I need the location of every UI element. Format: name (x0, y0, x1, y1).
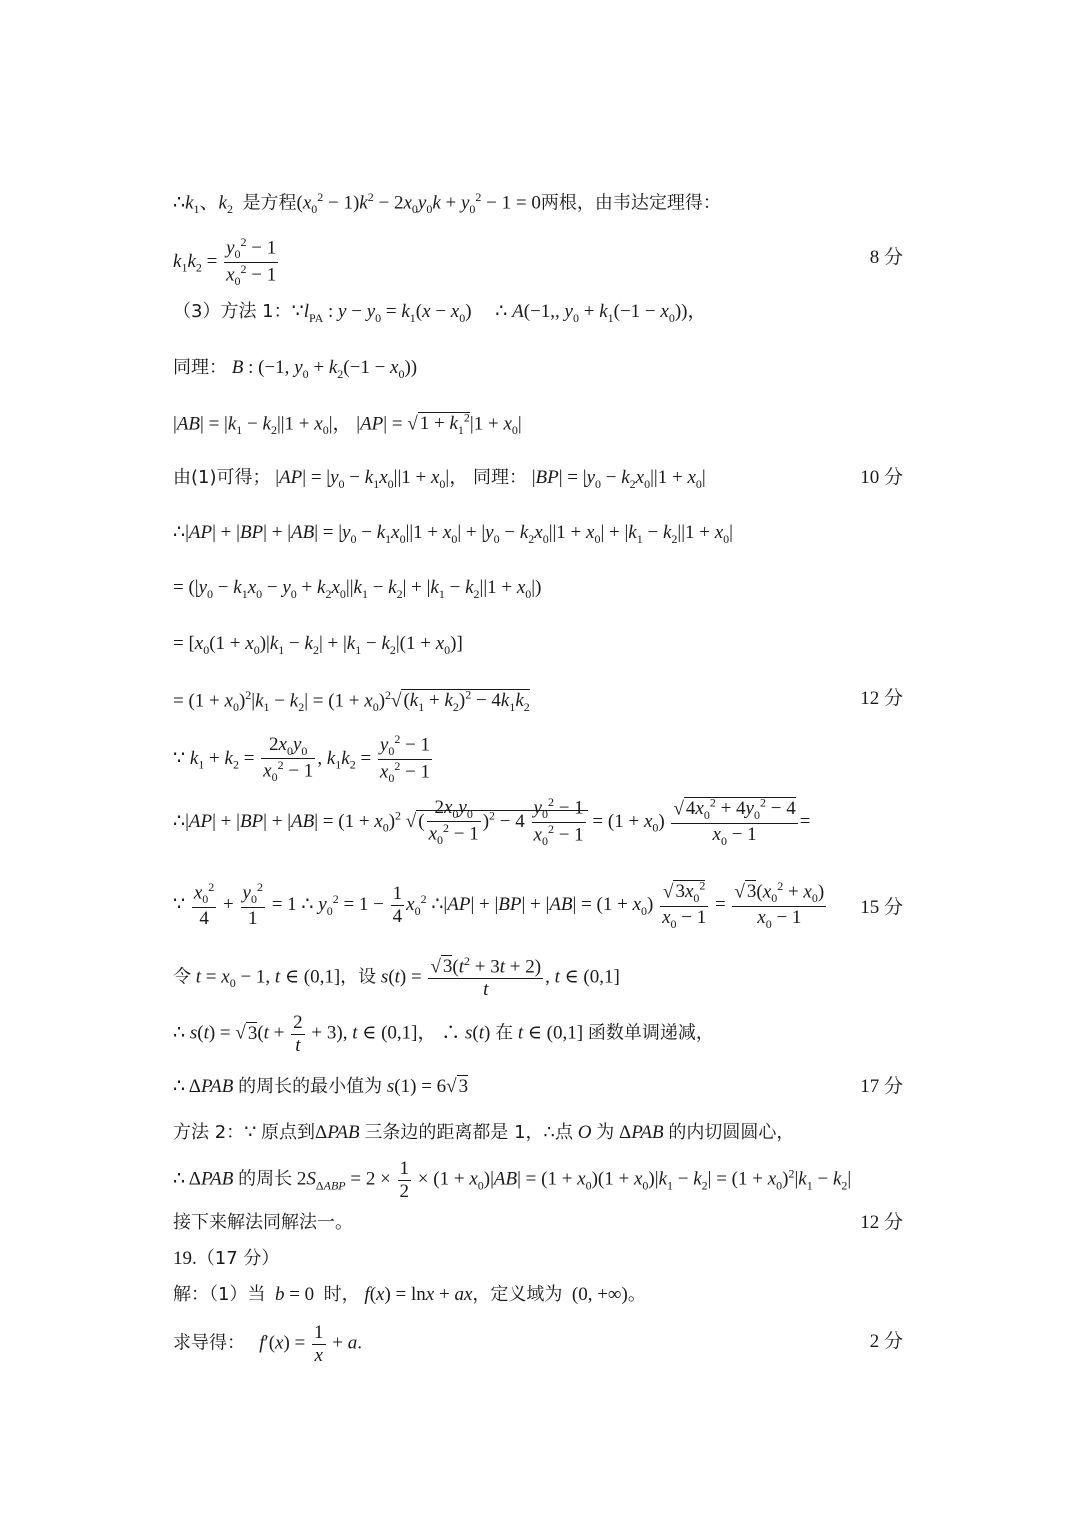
line-text: 同理： B : (−1, $y_0 + k_2(-1 - x_0)$) (173, 357, 418, 381)
score-label: 12 分 (860, 688, 903, 709)
line-text: ∵ $k_1 + k_2$ = $\frac{2x_0y_0}{x_0^2 - 1}$ , $k_1k_2$ = $\frac{y_0^2 - 1}{x_0^2 - 1}$ (173, 732, 431, 786)
score-label: 17 分 (860, 1076, 903, 1097)
line-text: ∴|AP| + $|BP| + |AB| = |y_0 - k_1x_0||1 + x_0| + |y_0 - k_2x_0||1 + x_0| + |k_1 - k_2||1 + x_0|$ (173, 522, 733, 546)
line-text: ∴ ΔPAB 的周长的最小值为 s(1) = 6√ 3 (173, 1076, 469, 1097)
score-label: 15 分 (860, 897, 903, 918)
line-text: ∵ $\frac{x_0^2}{4}$ + $\frac{y_0^2}{1}$ = 1 ∴ $y_0^2 = 1$ − $\frac{1}{4}$ $x_0^2$ ∴|AP| + $|BP| + |AB| = (1 + x_0)$ $\frac{√ 3x_0^2}{x_0 - 1}$ = $\frac{√ 3(x_0^2 + x_0)}{x_0 - 1}$ (173, 879, 825, 931)
line-text: $k_1k_2$ = $\frac{y_0^2 - 1}{x_0^2 - 1}$ (173, 235, 277, 289)
line-text: 令 $t = x_0 - 1$, t ∈ (0,1]，设 s(t) = $\frac{√ 3(t^2 + 3t + 2)}{t}$ , t ∈ (0,1] (173, 954, 620, 1001)
line-text: ∴|AP| + $|BP| + |AB| = (1 + x_0)^2$ √ ( $\frac{2x_0y_0}{x_0^2 - 1}$ )$^2$ − 4 $\frac{y_0^2 - 1}{x_0^2 - 1}$ = $(1 + x_0)$ $\frac{√ 4x_0^2 + 4y_0^2 - 4}{x_0 - 1}$ = (173, 795, 811, 849)
line-text: （3）方法 1：$\because l_{PA}$ : $y - y_0 = k_1(x - x_0)$ ∴ A(−1,, $y_0 + k_1(-1 - x_0)$)， (173, 301, 707, 325)
line-text: $\therefore k_1$、$k_2$ 是方程$(x_0^2 - 1)k^2 - 2x_0y_0k + y_0^2 - 1 = 0$两根，由韦达定理得： (173, 190, 721, 217)
line-text: ∴ ΔPAB 的周长 $2S_{\Delta ABP} = 2$ × $\frac{1}{2}$ × $(1 + x_0)|AB| = (1 + x_0)(1 + x_0)|k_1 - k_2| = (1 + x_0)^2|k_1 - k_2|$ (173, 1158, 852, 1202)
line-text: $|AB| = |k_1 - k_2||1 + x_0|$， |AP| = √ $1 + k_1^2|1 + x_0|$ (173, 411, 522, 438)
score-label: 12 分 (860, 1212, 903, 1233)
line-text: 解：（1）当 b = 0 时， f(x) = lnx + ax，定义域为 (0, +∞)。 (173, 1284, 646, 1305)
line-text: ∴ s(t) = √ 3(t + $\frac{2}{t}$ + 3), t ∈ (0,1]， ∴ s(t) 在 t ∈ (0,1] 函数单调递减， (173, 1012, 714, 1056)
line-text: 接下来解法同解法一。 (173, 1212, 353, 1233)
score-label: 2 分 (869, 1331, 903, 1352)
line-text: = $[x_0(1 + x_0)|k_1 - k_2| + |k_1 - k_2|(1 + x_0)]$ (173, 633, 463, 657)
line-text: = $(1 + x_0)^2|k_1 - k_2| = (1 + x_0)^2√$ $(k_1 + k_2)^2 - 4k_1k_2$ (173, 688, 530, 715)
line-text: 由(1)可得； $|AP| = |y_0 - k_1x_0||1 + x_0|$， 同理： $|BP| = |y_0 - k_2x_0||1 + x_0|$ (173, 467, 706, 491)
score-label: 8 分 (869, 247, 903, 268)
line-text: 方法 2：∵ 原点到ΔPAB 三条边的距离都是 1，∴点 O 为 ΔPAB 的内切圆圆心， (173, 1122, 795, 1143)
score-label: 10 分 (860, 467, 903, 488)
line-text: = $(|y_0 - k_1x_0 - y_0 + k_2x_0||k_1 - k_2| + |k_1 - k_2||1 + x_0|)$ (173, 577, 542, 601)
line-text: 19.（17 分） (173, 1248, 280, 1269)
line-text: 求导得： f′(x) = $\frac{1}{x}$ + a. (173, 1322, 362, 1366)
